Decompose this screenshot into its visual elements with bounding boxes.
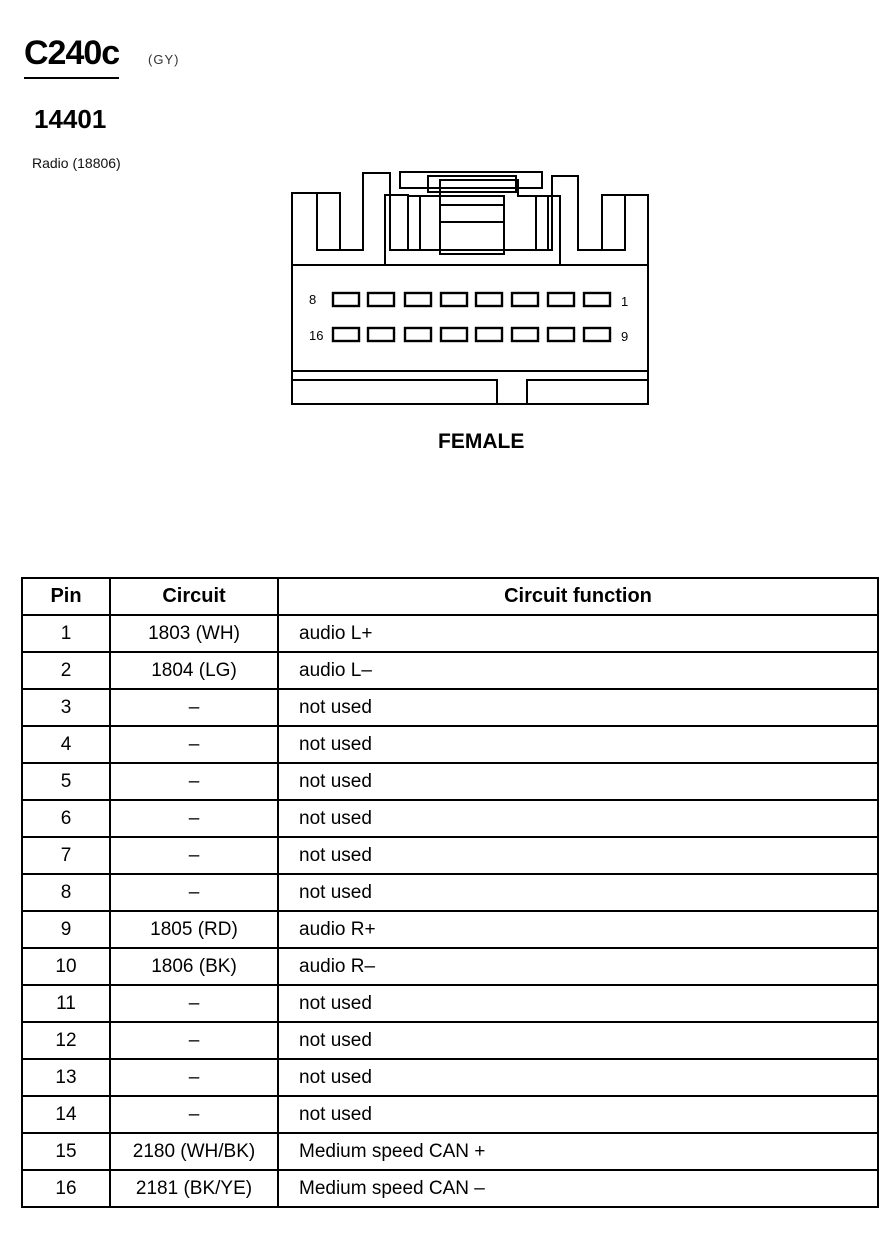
pin-label: 1	[621, 294, 629, 309]
pin-label: 9	[621, 329, 629, 344]
pin-cavity	[368, 328, 394, 341]
table-header-row	[22, 578, 878, 615]
pin-cell: 14	[22, 1096, 110, 1133]
function-cell: audio L+	[278, 615, 878, 652]
function-cell: audio R+	[278, 911, 878, 948]
pin-cell: 4	[22, 726, 110, 763]
pin-cavity	[368, 293, 394, 306]
function-cell: not used	[278, 874, 878, 911]
pin-cavity	[512, 328, 538, 341]
pin-cell: 2	[22, 652, 110, 689]
function-cell: not used	[278, 1059, 878, 1096]
pin-cavity	[548, 328, 574, 341]
table-row	[22, 800, 878, 837]
header-pin: Pin	[22, 578, 110, 615]
function-cell: audio R–	[278, 948, 878, 985]
table-row	[22, 985, 878, 1022]
circuit-cell: –	[110, 1022, 278, 1059]
circuit-cell: –	[110, 1059, 278, 1096]
table-row	[22, 1059, 878, 1096]
pin-cell: 15	[22, 1133, 110, 1170]
function-cell: not used	[278, 800, 878, 837]
table-row	[22, 911, 878, 948]
table-row	[22, 1170, 878, 1207]
table-row	[22, 1096, 878, 1133]
pin-cell: 5	[22, 763, 110, 800]
pin-cell: 12	[22, 1022, 110, 1059]
circuit-cell: 2181 (BK/YE)	[110, 1170, 278, 1207]
circuit-cell: 1803 (WH)	[110, 615, 278, 652]
pin-cell: 16	[22, 1170, 110, 1207]
header-circuit: Circuit	[110, 578, 278, 615]
function-cell: audio L–	[278, 652, 878, 689]
pin-cavity	[584, 293, 610, 306]
circuit-cell: –	[110, 763, 278, 800]
connector-shell-outline	[292, 173, 648, 404]
part-number: 14401	[34, 104, 107, 134]
latch-tab-right	[602, 195, 625, 250]
pin-cavity	[476, 328, 502, 341]
table-row	[22, 874, 878, 911]
table-row	[22, 726, 878, 763]
pin-cell: 8	[22, 874, 110, 911]
connector-face-diagram	[0, 0, 896, 420]
table-row	[22, 1133, 878, 1170]
pin-cavity	[333, 293, 359, 306]
circuit-cell: –	[110, 874, 278, 911]
pin-cell: 7	[22, 837, 110, 874]
function-cell: not used	[278, 1096, 878, 1133]
function-cell: Medium speed CAN –	[278, 1170, 878, 1207]
lock-window	[428, 176, 516, 192]
table-row	[22, 948, 878, 985]
table-row	[22, 652, 878, 689]
table-row	[22, 1022, 878, 1059]
pin-cavity	[512, 293, 538, 306]
function-cell: Medium speed CAN +	[278, 1133, 878, 1170]
pin-cell: 10	[22, 948, 110, 985]
pin-cavity	[548, 293, 574, 306]
pin-cavity	[441, 293, 467, 306]
pin-cell: 3	[22, 689, 110, 726]
pin-cavity	[405, 328, 431, 341]
circuit-cell: 2180 (WH/BK)	[110, 1133, 278, 1170]
circuit-cell: 1804 (LG)	[110, 652, 278, 689]
pin-cell: 9	[22, 911, 110, 948]
pin-label: 16	[309, 328, 324, 343]
pin-cell: 11	[22, 985, 110, 1022]
pin-cell: 6	[22, 800, 110, 837]
connector-color-code: (GY)	[148, 52, 180, 67]
circuit-cell: –	[110, 985, 278, 1022]
pin-cavity	[333, 328, 359, 341]
table-row	[22, 689, 878, 726]
pin-cavity	[405, 293, 431, 306]
pin-cell: 13	[22, 1059, 110, 1096]
circuit-cell: –	[110, 1096, 278, 1133]
pin-cell: 1	[22, 615, 110, 652]
circuit-cell: –	[110, 689, 278, 726]
circuit-cell: –	[110, 800, 278, 837]
pin-cavity	[476, 293, 502, 306]
function-cell: not used	[278, 726, 878, 763]
circuit-cell: –	[110, 837, 278, 874]
function-cell: not used	[278, 1022, 878, 1059]
circuit-cell: 1805 (RD)	[110, 911, 278, 948]
table-row	[22, 837, 878, 874]
pin-cavity	[584, 328, 610, 341]
latch-tab-left	[317, 193, 340, 250]
connector-id: C240c	[24, 34, 119, 79]
pinout-table	[21, 577, 879, 1208]
function-cell: not used	[278, 837, 878, 874]
connector-gender: FEMALE	[438, 430, 525, 453]
table-row	[22, 763, 878, 800]
function-cell: not used	[278, 689, 878, 726]
function-cell: not used	[278, 763, 878, 800]
pin-label: 8	[309, 292, 317, 307]
header-circuit-function: Circuit function	[278, 578, 878, 615]
circuit-cell: –	[110, 726, 278, 763]
function-cell: not used	[278, 985, 878, 1022]
component-label: Radio (18806)	[32, 155, 121, 171]
table-row	[22, 615, 878, 652]
bottom-key	[292, 380, 648, 404]
pin-cavity	[441, 328, 467, 341]
circuit-cell: 1806 (BK)	[110, 948, 278, 985]
